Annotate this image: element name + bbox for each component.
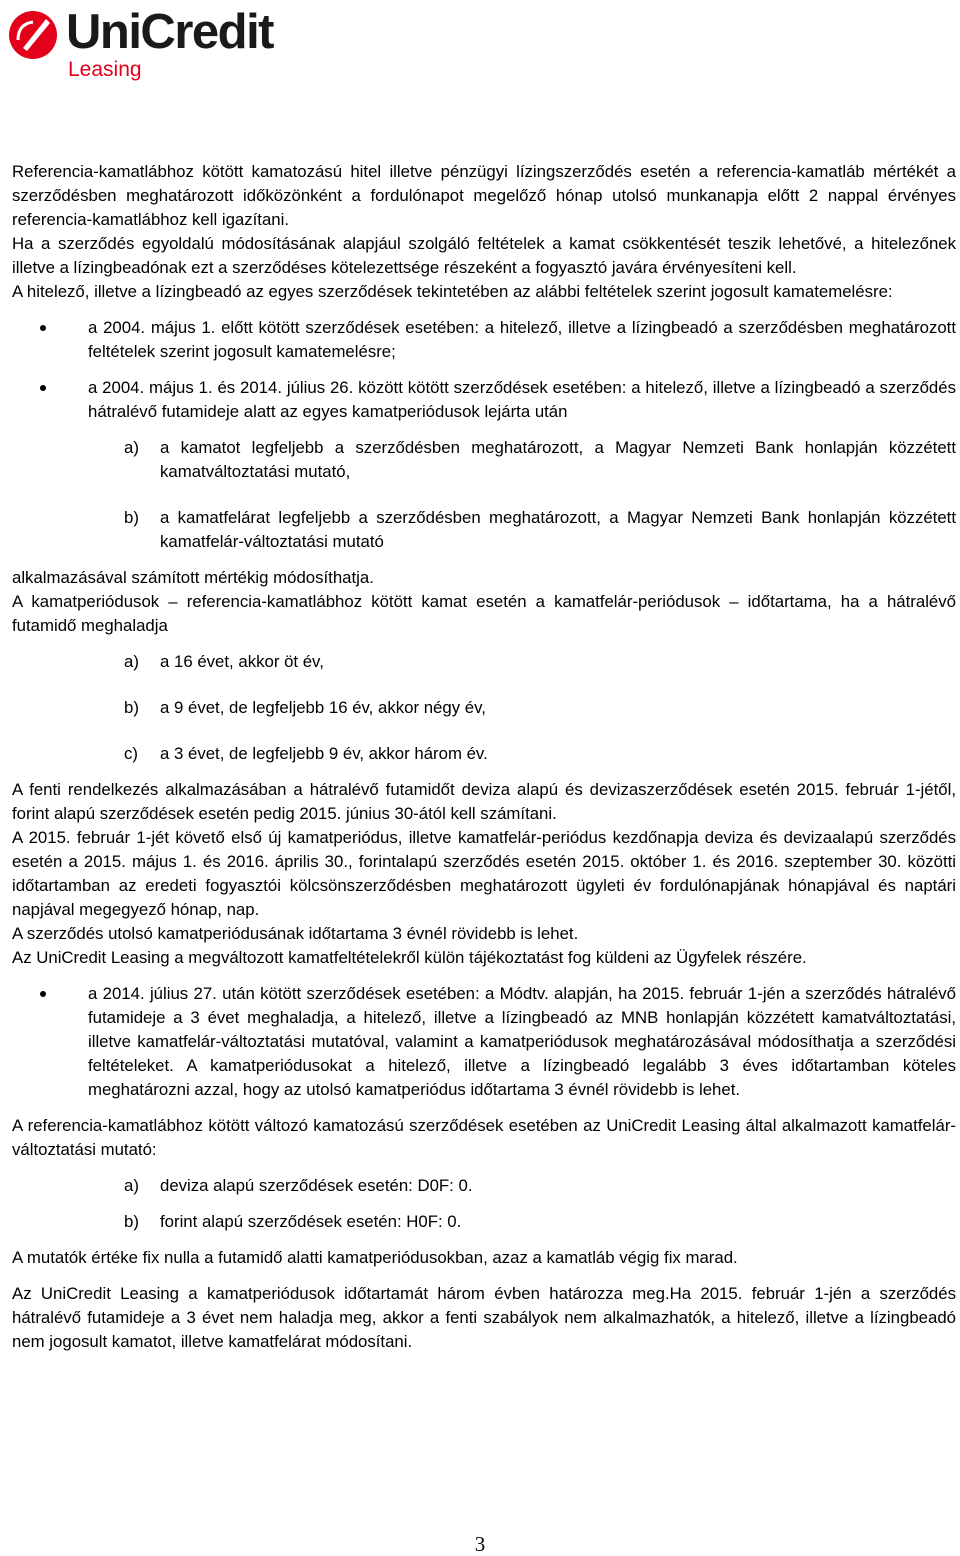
- bullet-item-2004-2014: a 2004. május 1. és 2014. július 26. között kötött szerződések esetében: a hitelező, illetve a lízingbeadó a szerződés hátralévő futamideje alatt az egyes kamatperiódusok lejárta után: [12, 376, 956, 424]
- period-label: b): [124, 698, 139, 717]
- mutato-label: b): [124, 1212, 139, 1231]
- subitem-a-kamat: [12, 436, 956, 484]
- unicredit-leasing-logo: [6, 4, 273, 86]
- bullet-item-2004-elott: a 2004. május 1. előtt kötött szerződések esetében: a hitelező, illetve a lízingbeadó a szerződésben meghatározott feltételek szerint jogosult kamatemelésre;: [12, 316, 956, 364]
- bullet-item-2014-utan: a 2014. július 27. után kötött szerződések esetében: a Módtv. alapján, ha 2015. február 1-jén a szerződés hátralévő futamideje a 3 évet meghaladja, a hitelező, illetve a lízingbeadó az MNB honlapján közzétett kamatváltoztatási, illetve kamatfelár-változtatási mutatóval, valamint a kamatperiódusok meghatározásával módosíthatja a szerződési feltételeket. A kamatperiódusokat a hitelező, illetve a lízingbeadó legalább 3 éves időtartamban köteles meghatározni azzal, hogy az utolsó kamatperiódus időtartama 3 évnél rövidebb is lehet.: [12, 982, 956, 1102]
- paragraph-hatralevo-futamido: A fenti rendelkezés alkalmazásában a hátralévő futamidőt deviza alapú és devizaszerződések esetén 2015. február 1-jétől, forint alapú szerződések esetén pedig 2015. június 30-ától kell számítani.: [12, 780, 956, 823]
- logo-wordmark: UniCredit: [66, 5, 273, 59]
- paragraph-harom-ev: Az UniCredit Leasing a kamatperiódusok időtartamát három évben határozza meg.Ha 2015. február 1-jén a szerződés hátralévő futamideje a 3 évet nem haladja meg, akkor a fenti szabályok nem alkalmazhatók, a hitelező, illetve a lízingbeadó nem jogosult kamatot, illetve kamatfelárat módosítani.: [12, 1284, 956, 1351]
- bullet-list-2: [12, 376, 956, 424]
- paragraph-kamatfelar-mutato: A referencia-kamatlábhoz kötött változó kamatozású szerződések esetében az UniCredit Leasing által alkalmazott kamatfelár-változtatási mutató:: [12, 1116, 956, 1159]
- subitem-text: a kamatot legfeljebb a szerződésben meghatározott, a Magyar Nemzeti Bank honlapján közzétett kamatváltoztatási mutató,: [160, 438, 956, 481]
- period-text: a 16 évet, akkor öt év,: [160, 652, 324, 671]
- period-text: a 3 évet, de legfeljebb 9 év, akkor három év.: [160, 744, 488, 763]
- paragraph-alkalmazasaval: alkalmazásával számított mértékig módosíthatja.: [12, 568, 374, 587]
- logo-subtitle: Leasing: [68, 58, 142, 81]
- bullet-list-1: [12, 316, 956, 364]
- period-item-a: [12, 650, 956, 674]
- mutato-text: forint alapú szerződések esetén: H0F: 0.: [160, 1212, 462, 1231]
- paragraph-utolso-kamatperiodus: A szerződés utolsó kamatperiódusának időtartama 3 évnél rövidebb is lehet.: [12, 924, 579, 943]
- mutato-label: a): [124, 1176, 139, 1195]
- subitem-b-kamatfelar: [12, 506, 956, 554]
- paragraph-tajekoztatas: Az UniCredit Leasing a megváltozott kamatfeltételekről külön tájékoztatást fog küldeni az Ügyfelek részére.: [12, 948, 807, 967]
- paragraph-mutatok-erteke: A mutatók értéke fix nulla a futamidő alatti kamatperiódusokban, azaz a kamatláb végig fix marad.: [12, 1248, 738, 1267]
- page-number: 3: [474, 1532, 486, 1556]
- bullet-list-3: [12, 982, 956, 1102]
- period-item-b: [12, 696, 956, 720]
- paragraph-kamatemeles-intro: A hitelező, illetve a lízingbeadó az egyes szerződések tekintetében az alábbi feltételek szerint jogosult kamatemelésre:: [12, 282, 893, 301]
- mutato-item-b: [12, 1210, 956, 1234]
- mutato-item-a: [12, 1174, 956, 1198]
- paragraph-kamatperiodusok: A kamatperiódusok – referencia-kamatlábhoz kötött kamat esetén a kamatfelár-periódusok – időtartama, ha a hátralévő futamidő meghaladja: [12, 592, 956, 635]
- subitem-label: a): [124, 438, 139, 457]
- unicredit-logo-icon: [8, 10, 58, 60]
- paragraph-referencia: Referencia-kamatlábhoz kötött kamatozású hitel illetve pénzügyi lízingszerződés esetén a referencia-kamatláb mértékét a szerződésben meghatározott időközönként a fordulónapot megelőző hónap utolsó munkanapja előtt 2 nappal érvényes referencia-kamatlábhoz kell igazítani.: [12, 162, 956, 229]
- subitem-text: a kamatfelárat legfeljebb a szerződésben meghatározott, a Magyar Nemzeti Bank honlapján közzétett kamatfelár-változtatási mutató: [160, 508, 956, 551]
- subitem-label: b): [124, 508, 139, 527]
- paragraph-kamat-csokkentes: Ha a szerződés egyoldalú módosításának alapjául szolgáló feltételek a kamat csökkentését teszik lehetővé, a hitelezőnek illetve a lízingbeadónak ezt a szerződéses kötelezettsége részeként a fogyasztó javára érvényesíteni kell.: [12, 234, 956, 277]
- period-text: a 9 évet, de legfeljebb 16 év, akkor négy év,: [160, 698, 486, 717]
- mutato-text: deviza alapú szerződések esetén: D0F: 0.: [160, 1176, 473, 1195]
- period-label: a): [124, 652, 139, 671]
- period-item-c: [12, 742, 956, 766]
- period-label: c): [124, 744, 138, 763]
- paragraph-uj-kamatperiodus: A 2015. február 1-jét követő első új kamatperiódus, illetve kamatfelár-periódus kezdőnapja deviza és devizaalapú szerződés esetén a 2015. május 1. és 2016. április 30., forintalapú szerződés esetén 2015. október 1. és 2016. szeptember 30. közötti időtartamban az eredeti fogyasztói kölcsönszerződésben meghatározott ügyleti év fordulónapjának hónapjával és naptári napjával megegyező hónap, nap.: [12, 828, 956, 919]
- document-body: [12, 160, 956, 1354]
